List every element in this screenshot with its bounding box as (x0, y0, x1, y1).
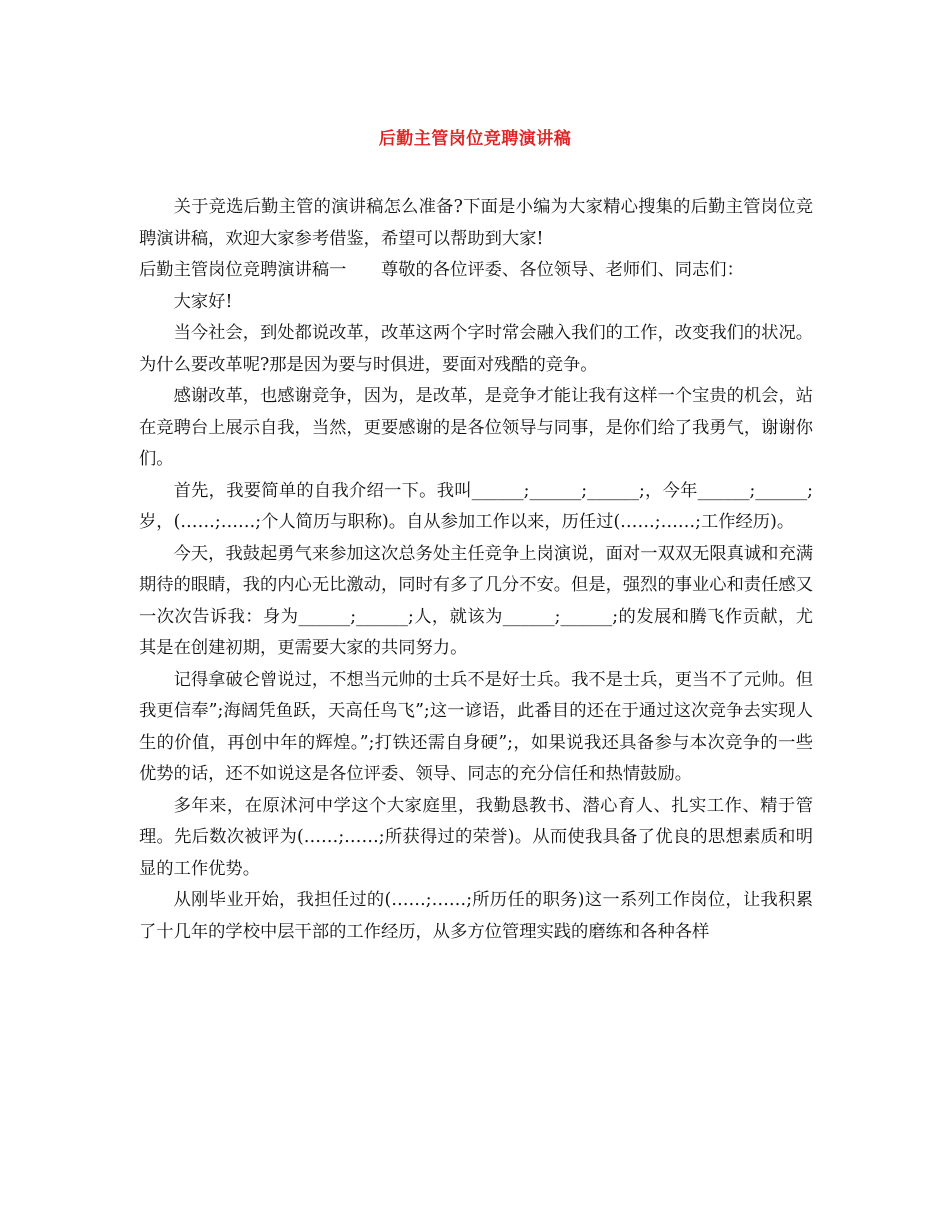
paragraph-years: 多年来，在原沭河中学这个大家庭里，我勤恳教书、潜心育人、扎实工作、精于管理。先后数次被评为(……;……;所获得过的荣誉)。从而使我具备了优良的思想素质和明显的工作优势。 (139, 795, 813, 879)
paragraph-thanks: 感谢改革，也感谢竞争，因为，是改革，是竞争才能让我有这样一个宝贵的机会，站在竞聘台上展示自我，当然，更要感谢的是各位领导与同事，是你们给了我勇气，谢谢你们。 (139, 386, 814, 469)
paragraph-napoleon: 记得拿破仑曾说过，不想当元帅的士兵不是好士兵。我不是士兵，更当不了元帅。但我更信奉”;海阔凭鱼跃，天高任鸟飞”;这一谚语，此番目的还在于通过这次竞争去实现人生的价值，再创中年的辉煌。”;打铁还需自身硬”;，如果说我还具备参与本次竞争的一些优势的话，还不如说这是各位评委、领导、同志的充分信任和热情鼓励。 (139, 669, 814, 784)
paragraph-today: 今天，我鼓起勇气来参加这次总务处主任竞争上岗演说，面对一双双无限真诚和充满期待的眼睛，我的内心无比激动，同时有多了几分不安。但是，强烈的事业心和责任感又一次次告诉我：身为______;______;人，就该为______;______;的发展和腾飞作贡献，尤其是在创建初期，更需要大家的共同努力。 (139, 543, 814, 658)
paragraph-greeting: 大家好! (173, 291, 233, 312)
paragraph-reform: 当今社会，到处都说改革，改革这两个字时常会融入我们的工作，改变我们的状况。为什么要改革呢?那是因为要与时俱进，要面对残酷的竞争。 (139, 323, 814, 375)
document-title: 后勤主管岗位竞聘演讲稿 (378, 129, 572, 149)
paragraph-experience: 从刚毕业开始，我担任过的(……;……;所历任的职务)这一系列工作岗位，让我积累了十几年的学校中层干部的工作经历，从多方位管理实践的磨练和各种各样 (139, 890, 813, 942)
paragraph-intro: 关于竞选后勤主管的演讲稿怎么准备?下面是小编为大家精心搜集的后勤主管岗位竞聘演讲稿，欢迎大家参考借鉴，希望可以帮助到大家! (139, 197, 813, 249)
paragraph-self-intro: 首先，我要简单的自我介绍一下。我叫______;______;______;，今年______;______;岁，(……;……;个人简历与职称)。自从参加工作以来，历任过(……;……;工作经历)。 (139, 480, 813, 532)
paragraph-speech-heading: 后勤主管岗位竞聘演讲稿一 尊敬的各位评委、各位领导、老师们、同志们： (139, 260, 744, 280)
document-body (139, 192, 813, 948)
